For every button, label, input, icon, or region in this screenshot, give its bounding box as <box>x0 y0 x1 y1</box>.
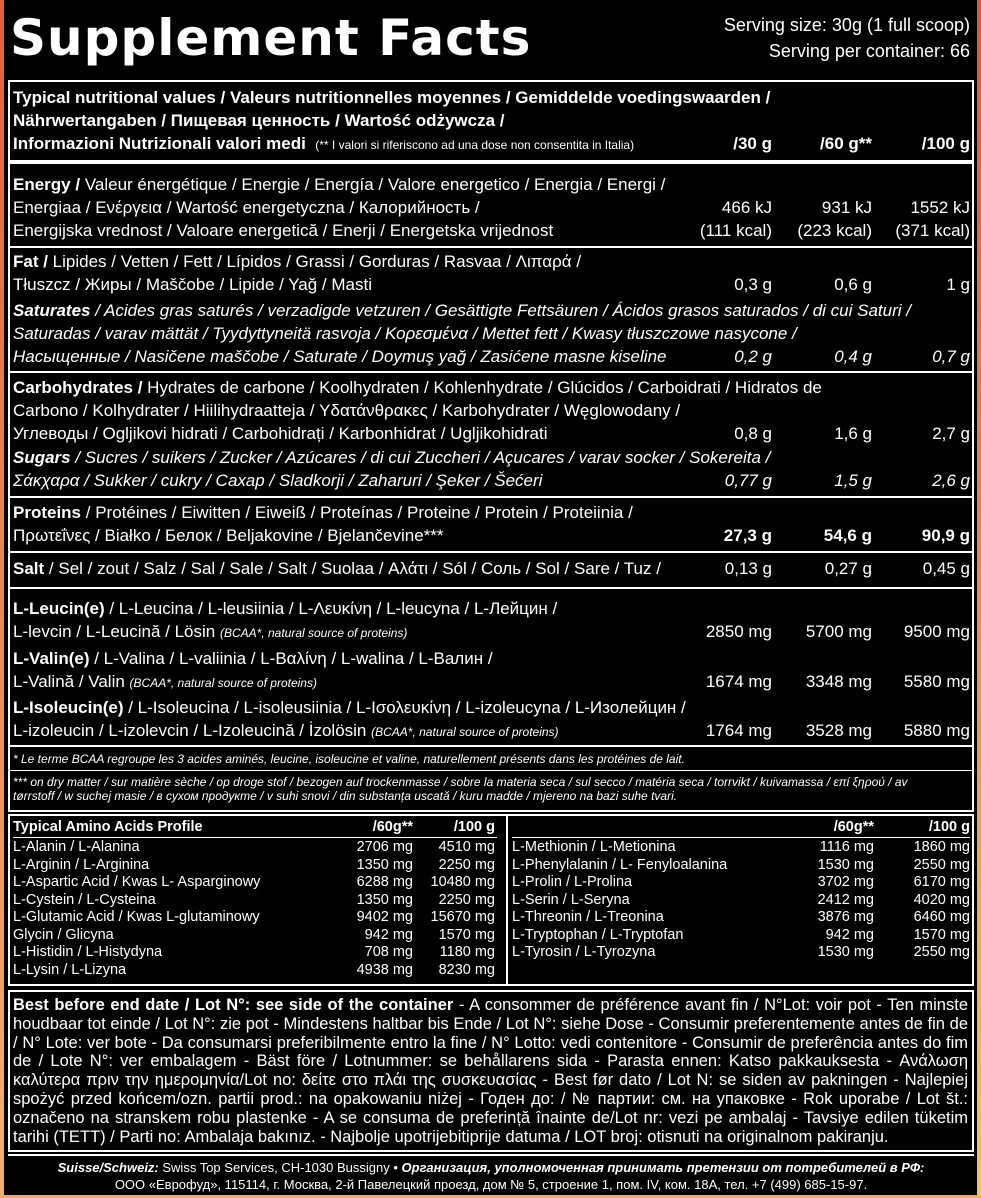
leucine-line2-text: L-levcin / L-Leucină / Lösin <box>13 622 220 641</box>
valine-30g: 1674 mg <box>705 672 772 691</box>
amino-acid-60g: 9402 mg <box>356 909 413 925</box>
swiss-label: Suisse/Schweiz: <box>57 1160 159 1175</box>
divider <box>10 371 972 373</box>
amino-acid-100g: 6170 mg <box>913 874 970 890</box>
amino-left-col-60g: /60g** <box>372 819 413 835</box>
divider <box>10 496 972 498</box>
fat-60g: 0,6 g <box>834 275 872 294</box>
amino-acid-60g: 2412 mg <box>817 891 874 908</box>
amino-acid-60g: 3876 mg <box>817 909 874 925</box>
italy-note: (** I valori si riferiscono ad una dose non consentita in Italia) <box>315 138 635 152</box>
fat-line2: Tłuszcz / Жиры / Maščobe / Lipide / Yağ / Masti <box>13 275 372 294</box>
best-before-box <box>8 990 974 1152</box>
amino-acid-name: L-Methionin / L-Metionina <box>512 839 676 855</box>
carbohydrates-line2: Carbono / Kolhydrater / Hiilihydraatteja / Υδατάνθρακες / Karbohydrater / Węglowodany / <box>13 401 681 420</box>
energy-line3: Energijska vrednost / Valoare energetică / Enerji / Energetska vrijednost <box>13 221 554 240</box>
amino-acid-100g: 2250 mg <box>438 891 495 908</box>
column-header-60g: /60 g** <box>820 134 872 153</box>
salt-30g: 0,13 g <box>724 559 772 578</box>
table-header-line <box>13 132 634 155</box>
fat-label: Fat / <box>13 252 48 271</box>
isoleucine-label: L-Isoleucin(e) <box>13 698 124 717</box>
russia-label: Организация, уполномоченная принимать претензии от потребителей в РФ: <box>401 1160 925 1175</box>
amino-acid-name: L-Tyrosin / L-Tyrozyna <box>512 944 656 960</box>
salt-100g: 0,45 g <box>922 559 970 578</box>
amino-right-col-60g: /60g** <box>833 819 874 835</box>
salt-label: Salt <box>13 559 45 578</box>
amino-acid-100g: 4020 mg <box>913 891 970 908</box>
column-header-30g: /30 g <box>733 134 772 153</box>
amino-acid-name: L-Prolin / L-Prolina <box>512 874 633 890</box>
amino-acid-100g: 10480 mg <box>430 874 495 890</box>
carbohydrates-60g: 1,6 g <box>834 424 872 443</box>
amino-acid-60g: 1350 mg <box>356 856 413 873</box>
frame-edge-right <box>977 0 981 1198</box>
sugars-line2-text: Σάκχαρα / Sukker / cukry / Сахар / Sladkorji / Zaharuri / Şeker / Šećeri <box>13 471 543 490</box>
amino-acid-100g: 1570 mg <box>913 926 970 943</box>
amino-acid-60g: 4938 mg <box>356 961 413 978</box>
amino-left-column <box>13 819 500 983</box>
proteins-label: Proteins <box>13 503 82 522</box>
amino-acid-100g: 15670 mg <box>430 909 495 925</box>
column-header-100g: /100 g <box>921 134 970 153</box>
carbohydrates-label: Carbohydrates / <box>13 378 143 397</box>
frame-edge-left <box>0 0 4 1198</box>
saturates-line3-text: Насыщенные / Nasičene maščobe / Saturate / Doymuş yağ / Zasićene masne kiseline <box>13 347 667 366</box>
amino-profile-title: Typical Amino Acids Profile <box>13 819 203 835</box>
amino-acid-100g: 2250 mg <box>438 856 495 873</box>
amino-divider <box>506 816 508 984</box>
energy-kj-100g: 1552 kJ <box>910 198 970 217</box>
address-box <box>8 1154 974 1194</box>
leucine-60g: 5700 mg <box>805 622 872 641</box>
sugars-label: Sugars <box>13 448 71 467</box>
valine-line1 <box>13 647 493 670</box>
best-before-translations: - A consommer de préférence avant fin / N°Lot: voir pot - Ten minste houdbaar tot einde / Lot N°: zie pot - Mindestens haltbar bis Ende / Lot N°: siehe Dose - Consumir preferentemente antes de fin de / N° Lote: ver bote - Da consumarsi preferibilmente entro la fine / N° Lotto: vedi contenitore - Consumir de preferência antes do fim de / Lote N°: ver embalagem - Bäst före / Lotnummer: se behållarens sida - Parasta ennen: Katso pakkauksesta - Ανάλωση καλύτερα πριν την ημερομηνία/Lot no: δείτε στο πλάι της συσκευασίας - Best før dato / Lot N: se siden av pakningen - Najlepiej spożyć przed końcem/ozn. partii prod.: na opakowaniu niżej - Годен до: / № партии: см. на упаковке - Rok uporabe / Lot št.: označeno na stranskem robu plastenke - A se consuma de preferință înainte de/Lot nr: vezi pe ambalaj - Tavsiye edilen tüketim tarihi (TETT) / Parti no: Ambalaja bakınız. - Najbolje upotrijebitiprije datuma / LOT broj: otisnuti na originalnom pakiranju. <box>13 996 968 1146</box>
page-title: Supplement Facts <box>10 9 532 67</box>
amino-acid-name: L-Threonin / L-Treonina <box>512 909 664 925</box>
energy-kcal-100g: (371 kcal) <box>895 221 970 240</box>
saturates-60g: 0,4 g <box>834 347 872 366</box>
energy-line1 <box>13 173 665 196</box>
isoleucine-translations: / L-Isoleucina / L-isoleusiinia / L-Ισολευκίνη / L-izoleucyna / L-Изолейцин / <box>123 698 686 717</box>
amino-acid-60g: 3702 mg <box>817 874 874 890</box>
leucine-line1 <box>13 597 557 620</box>
amino-acid-name: L-Glutamic Acid / Kwas L-glutaminowy <box>13 909 260 925</box>
saturates-line1 <box>13 299 911 322</box>
amino-acid-100g: 8230 mg <box>438 961 495 978</box>
amino-acid-name: L-Histidin / L-Histydyna <box>13 944 163 960</box>
amino-acid-60g: 2706 mg <box>356 839 413 855</box>
amino-acid-100g: 4510 mg <box>438 839 495 855</box>
amino-right-col-100g: /100 g <box>928 819 970 835</box>
proteins-60g: 54,6 g <box>823 526 872 545</box>
amino-acid-100g: 1180 mg <box>439 944 495 960</box>
proteins-30g: 27,3 g <box>723 526 772 545</box>
table-header-line: Typical nutritional values / Valeurs nutritionnelles moyennes / Gemiddelde voedingswaarden / <box>13 88 771 107</box>
amino-header-rule <box>512 837 970 838</box>
saturates-line3 <box>13 345 666 368</box>
dry-matter-footnote-line1: *** on dry matter / sur matière sèche / op droge stof / bezogen auf trockenmasse / sobre la materia seca / sul secco / matéria seca / torrvikt / kuivamassa / επί ξηρού / av <box>13 775 908 789</box>
isoleucine-note: (BCAA*, natural source of proteins) <box>371 725 559 739</box>
bcaa-footnote: * Le terme BCAA regroupe les 3 acides aminés, leucine, isoleucine et valine, naturellement présents dans les protéines de lait. <box>13 752 685 766</box>
salt-line1 <box>13 557 661 580</box>
isoleucine-60g: 3528 mg <box>805 721 872 740</box>
carbohydrates-100g: 2,7 g <box>932 424 970 443</box>
carbohydrates-line3: Углеводы / Ogljikovi hidrati / Carbohidrați / Karbonhidrat / Ugljikohidrati <box>13 424 548 443</box>
amino-acid-60g: 6288 mg <box>356 874 413 890</box>
isoleucine-line1 <box>13 696 686 719</box>
amino-acid-name: L-Cystein / L-Cysteina <box>13 891 156 908</box>
valine-translations: / L-Valina / L-valiinia / L-Βαλίνη / L-walina / L-Валин / <box>89 649 493 668</box>
amino-acid-60g: 1116 mg <box>819 839 874 855</box>
salt-60g: 0,27 g <box>824 559 872 578</box>
nutrition-table <box>8 80 974 812</box>
table-header-line: Nährwertangaben / Пищевая ценность / Wartość odżywcza / <box>13 111 505 130</box>
servings-per-container: Serving per container: 66 <box>768 41 970 61</box>
carbohydrates-translations: Hydrates de carbone / Koolhydraten / Kohlenhydrate / Glúcidos / Carboidrati / Hidratos de <box>142 378 822 397</box>
saturates-line2-text: Saturadas / varav mättät / Tyydyttyneitä rasvoja / Κορεσμένα / Mettet fett / Kwasy tłuszczowe nasycone / <box>13 324 797 343</box>
amino-acid-100g: 2550 mg <box>913 856 970 873</box>
amino-acid-100g: 2550 mg <box>913 944 970 960</box>
sugars-line2 <box>13 469 542 492</box>
address-line2: ООО «Еврофуд», 115114, г. Москва, 2-й Павелецкий проезд, дом № 5, строение 1, пом. IV, ком. 18А, тел. +7 (499) 685-15-97. <box>114 1177 868 1192</box>
amino-acid-60g: 1530 mg <box>817 856 874 873</box>
amino-acid-name: Glycin / Glicyna <box>13 926 114 943</box>
leucine-30g: 2850 mg <box>705 622 772 641</box>
sugars-line1 <box>13 446 770 469</box>
isoleucine-30g: 1764 mg <box>705 721 772 740</box>
amino-acid-name: L-Serin / L-Seryna <box>512 891 630 908</box>
serving-info <box>724 12 970 64</box>
amino-acid-name: L-Alanin / L-Alanina <box>13 839 140 855</box>
saturates-label: Saturates <box>13 301 91 320</box>
sugars-60g: 1,5 g <box>834 471 872 490</box>
leucine-100g: 9500 mg <box>903 622 970 641</box>
divider <box>10 745 972 747</box>
proteins-translations: / Protéines / Eiwitten / Eiweiß / Proteínas / Proteine / Protein / Proteiinia / <box>81 503 633 522</box>
valine-label: L-Valin(e) <box>13 649 90 668</box>
valine-line2-text: L-Valină / Valin <box>13 672 130 691</box>
saturates-line2 <box>13 322 797 345</box>
amino-acid-name: L-Lysin / L-Lizyna <box>13 961 127 978</box>
fat-30g: 0,3 g <box>734 275 772 294</box>
isoleucine-line2-text: L-izoleucin / L-izolevcin / L-Izoleucină / İzolösin <box>13 721 372 740</box>
amino-acid-60g: 1530 mg <box>817 944 874 960</box>
proteins-100g: 90,9 g <box>921 526 970 545</box>
fat-line1 <box>13 250 581 273</box>
amino-right-column <box>512 819 970 983</box>
best-before-text <box>13 996 968 1146</box>
serving-size: Serving size: 30g (1 full scoop) <box>723 15 970 35</box>
amino-acid-name: L-Aspartic Acid / Kwas L- Asparginowy <box>13 874 261 890</box>
divider <box>10 770 972 771</box>
energy-line2: Energiaa / Ενέργεια / Wartość energetyczna / Калорийность / <box>13 198 480 217</box>
amino-acid-name: L-Arginin / L-Arginina <box>13 856 150 873</box>
divider <box>10 587 972 589</box>
leucine-note: (BCAA*, natural source of proteins) <box>219 626 408 640</box>
saturates-30g: 0,2 g <box>734 347 772 366</box>
amino-profile <box>8 814 974 986</box>
isoleucine-line2 <box>13 719 559 742</box>
divider <box>10 160 972 164</box>
sugars-100g: 2,6 g <box>932 471 970 490</box>
best-before-label: Best before end date / Lot N°: see side of the container <box>13 996 454 1014</box>
amino-acid-100g: 6460 mg <box>913 909 970 925</box>
proteins-line1 <box>13 501 633 524</box>
table-header-line3: Informazioni Nutrizionali valori medi <box>13 134 306 153</box>
fat-translations: Lipides / Vetten / Fett / Lípidos / Grassi / Gorduras / Rasvaa / Λιπαρά / <box>47 252 582 271</box>
amino-acid-60g: 942 mg <box>825 926 874 943</box>
leucine-label: L-Leucin(e) <box>13 599 105 618</box>
label-header <box>8 0 974 78</box>
amino-acid-60g: 708 mg <box>364 944 413 960</box>
swiss-address: Swiss Top Services, CH-1030 Bussigny • <box>158 1160 402 1175</box>
isoleucine-100g: 5880 mg <box>903 721 970 740</box>
address-line1 <box>8 1159 974 1176</box>
amino-acid-100g: 1570 mg <box>438 926 495 943</box>
amino-left-col-100g: /100 g <box>453 819 495 835</box>
energy-kcal-30g: (111 kcal) <box>699 221 772 240</box>
valine-note: (BCAA*, natural source of proteins) <box>129 676 317 690</box>
saturates-translations: / Acides gras saturés / verzadigde vetzuren / Gesättigte Fettsäuren / Ácidos grasos saturados / di cui Saturi / <box>90 301 911 320</box>
valine-100g: 5580 mg <box>903 672 970 691</box>
sugars-30g: 0,77 g <box>724 471 772 490</box>
energy-label: Energy / <box>13 175 81 194</box>
leucine-line2 <box>13 620 407 643</box>
carbohydrates-30g: 0,8 g <box>734 424 772 443</box>
salt-translations: / Sel / zout / Salz / Sal / Sale / Salt / Suolaa / Αλάτι / Sól / Соль / Sol / Sare / Tuz / <box>44 559 661 578</box>
fat-100g: 1 g <box>946 275 970 294</box>
valine-line2 <box>13 670 317 693</box>
amino-acid-60g: 1350 mg <box>356 891 413 908</box>
amino-acid-name: L-Phenylalanin / L- Fenyloalanina <box>512 856 728 873</box>
saturates-100g: 0,7 g <box>932 347 970 366</box>
amino-acid-100g: 1860 mg <box>913 839 970 855</box>
energy-kj-60g: 931 kJ <box>821 198 872 217</box>
energy-kj-30g: 466 kJ <box>721 198 772 217</box>
carbohydrates-line1 <box>13 376 822 399</box>
valine-60g: 3348 mg <box>805 672 872 691</box>
leucine-translations: / L-Leucina / L-leusiinia / L-Λευκίνη / L-leucyna / L-Лейцин / <box>104 599 558 618</box>
amino-acid-name: L-Tryptophan / L-Tryptofan <box>512 926 684 943</box>
divider <box>10 551 972 553</box>
divider <box>10 246 972 248</box>
amino-acid-60g: 942 mg <box>364 926 413 943</box>
dry-matter-footnote-line2: tørrstoff / w suchej masie / в сухом продукте / v suhi snovi / din substanța uscată / kuru madde / mjereno na bazi suhe tvari. <box>13 789 678 803</box>
energy-kcal-60g: (223 kcal) <box>797 221 872 240</box>
amino-header-rule <box>13 837 497 838</box>
proteins-line2: Πρωτεΐνες / Białko / Белок / Beljakovine / Bjelančevine*** <box>13 526 444 545</box>
energy-translations: Valeur énergétique / Energie / Energía / Valore energetico / Energia / Energi / <box>80 175 666 194</box>
sugars-translations: / Sucres / suikers / Zucker / Azúcares / di cui Zuccheri / Açucares / varav socker / Sokereita / <box>70 448 771 467</box>
